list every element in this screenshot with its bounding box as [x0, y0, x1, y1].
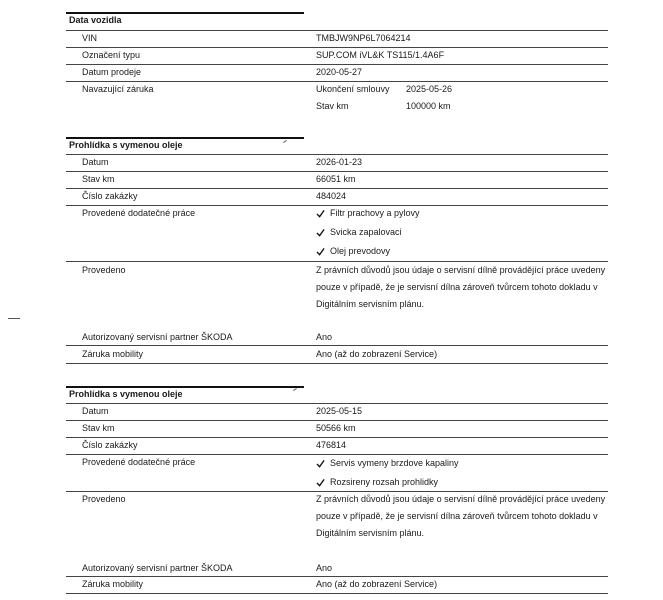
section-title: Prohlídka s vymenou oleje — [69, 140, 183, 150]
extra-work-item — [316, 227, 402, 237]
row-divider — [66, 576, 608, 577]
row-divider — [66, 188, 608, 189]
partner-value: Ano — [316, 563, 333, 573]
warranty-end-value: 2025-05-26 — [406, 84, 453, 94]
order-number-label: Číslo zakázky — [82, 440, 138, 450]
checkmark-icon — [316, 459, 325, 468]
mobility-label: Záruka mobility — [82, 579, 144, 589]
section-top-rule — [66, 12, 304, 14]
km-label: Stav km — [82, 174, 115, 184]
scan-mark — [283, 140, 287, 143]
extra-work-item-label: Svicka zapalovaci — [330, 227, 402, 237]
row-divider — [66, 47, 608, 48]
order-number-label: Číslo zakázky — [82, 191, 138, 201]
warranty-label: Navazující záruka — [82, 84, 154, 94]
partner-value: Ano — [316, 332, 333, 342]
date-value: 2025-05-15 — [316, 406, 363, 416]
row-divider — [66, 154, 608, 155]
extra-work-item — [316, 477, 438, 487]
sale-date-label: Datum prodeje — [82, 67, 142, 77]
extra-work-item-label: Olej prevodovy — [330, 246, 391, 256]
performed-text: Z právních důvodů jsou údaje o servisní dílně provádějící práce uvedeny pouze v případě, že je servisní dílna zároveň tvůrcem tohoto dokladu v Digitálním servisním plánu. — [316, 494, 606, 538]
extra-work-label: Provedené dodatečné práce — [82, 208, 196, 218]
row-divider — [66, 30, 608, 31]
mobility-label: Záruka mobility — [82, 349, 144, 359]
section-top-rule — [66, 386, 304, 388]
partner-label: Autorizovaný servisní partner ŠKODA — [82, 332, 233, 342]
row-divider — [66, 454, 608, 455]
performed-label: Provedeno — [82, 494, 126, 504]
sale-date-value: 2020-05-27 — [316, 67, 363, 77]
row-divider — [66, 345, 608, 346]
row-divider — [66, 64, 608, 65]
mobility-value: Ano (až do zobrazení Service) — [316, 349, 438, 359]
section-top-rule — [66, 137, 304, 139]
km-label: Stav km — [82, 423, 115, 433]
checkmark-icon — [316, 247, 325, 256]
row-divider — [66, 81, 608, 82]
row-divider — [66, 171, 608, 172]
extra-work-item-label: Rozsireny rozsah prohlidky — [330, 477, 439, 487]
warranty-km-label: Stav km — [316, 101, 349, 111]
type-value: SUP.COM iVL&K TS115/1.4A6F — [316, 50, 445, 60]
row-divider — [66, 593, 608, 594]
date-label: Datum — [82, 157, 109, 167]
km-value: 66051 km — [316, 174, 356, 184]
row-divider — [66, 420, 608, 421]
extra-work-item — [316, 246, 390, 256]
vin-value: TMBJW9NP6L7064214 — [316, 33, 411, 43]
order-number-value: 476814 — [316, 440, 347, 450]
row-divider — [66, 437, 608, 438]
extra-work-item — [316, 458, 459, 468]
section-title: Data vozidla — [69, 15, 122, 25]
checkmark-icon — [316, 228, 325, 237]
partner-label: Autorizovaný servisní partner ŠKODA — [82, 563, 233, 573]
extra-work-item-label: Filtr prachovy a pylovy — [330, 208, 420, 218]
order-number-value: 484024 — [316, 191, 347, 201]
warranty-end-label: Ukončení smlouvy — [316, 84, 390, 94]
section-title: Prohlídka s vymenou oleje — [69, 389, 183, 399]
checkmark-icon — [316, 478, 325, 487]
row-divider — [66, 205, 608, 206]
performed-text: Z právních důvodů jsou údaje o servisní dílně provádějící práce uvedeny pouze v případě, že je servisní dílna zároveň tvůrcem tohoto dokladu v Digitálním servisním plánu. — [316, 265, 606, 309]
performed-label: Provedeno — [82, 265, 126, 275]
extra-work-label: Provedené dodatečné práce — [82, 457, 196, 467]
scan-mark — [293, 388, 297, 391]
date-value: 2026-01-23 — [316, 157, 363, 167]
extra-work-item-label: Servis vymeny brzdove kapaliny — [330, 458, 459, 468]
type-label: Označení typu — [82, 50, 141, 60]
km-value: 50566 km — [316, 423, 356, 433]
scan-mark — [8, 318, 20, 319]
row-divider — [66, 363, 608, 364]
row-divider — [66, 403, 608, 404]
extra-work-item — [316, 208, 420, 218]
vin-label: VIN — [82, 33, 98, 43]
mobility-value: Ano (až do zobrazení Service) — [316, 579, 438, 589]
date-label: Datum — [82, 406, 109, 416]
checkmark-icon — [316, 209, 325, 218]
warranty-km-value: 100000 km — [406, 101, 451, 111]
